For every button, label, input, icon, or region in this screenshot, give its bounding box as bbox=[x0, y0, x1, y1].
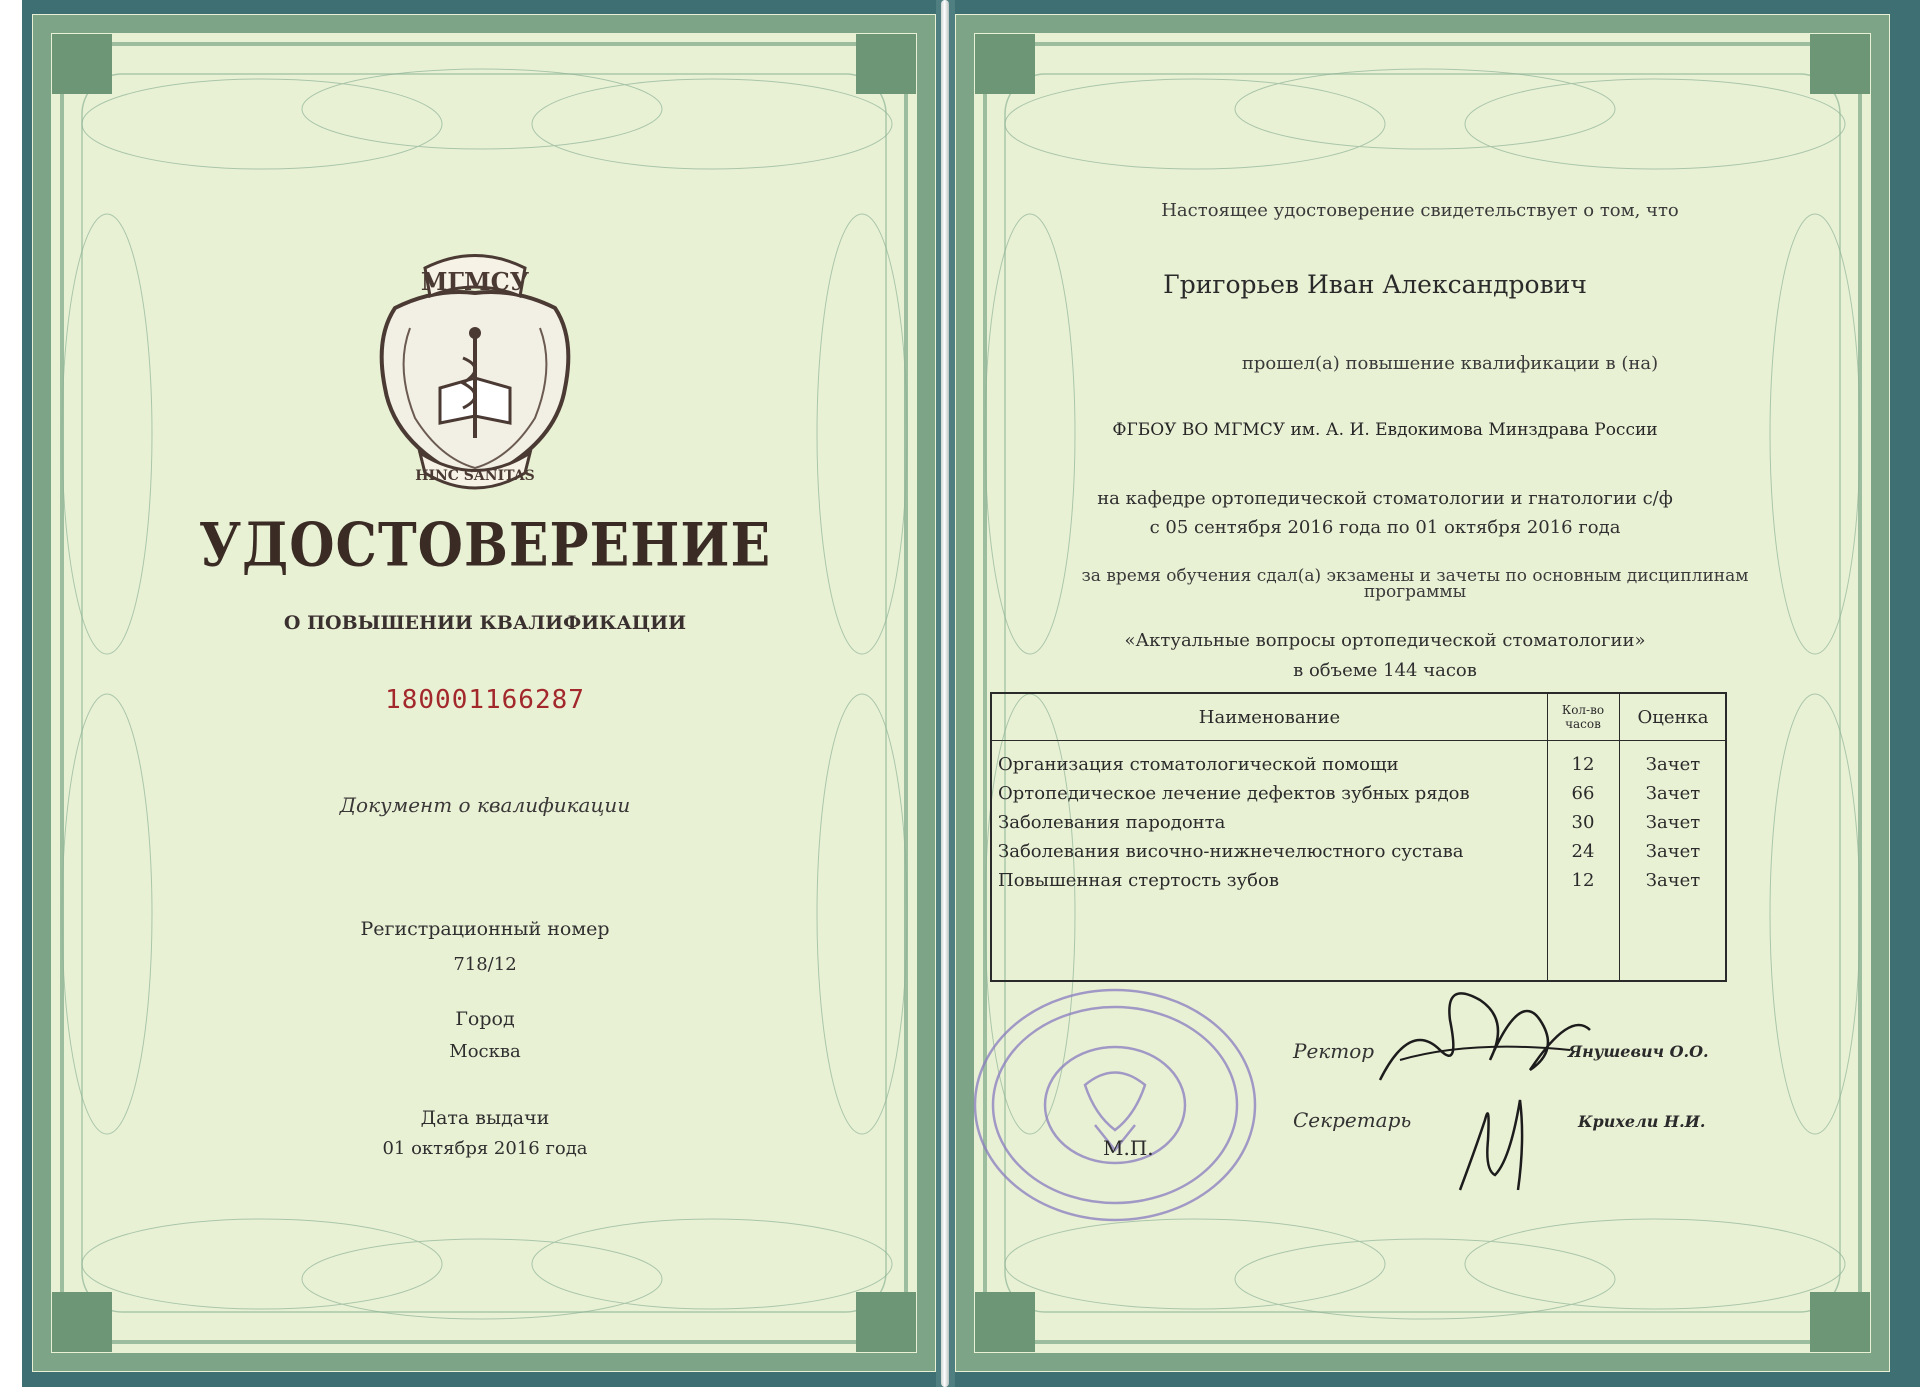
secretary-signature-icon bbox=[1440, 1080, 1560, 1200]
issue-date-label: Дата выдачи bbox=[420, 1107, 550, 1129]
table-header-hours bbox=[1547, 694, 1619, 740]
subject-name: Организация стоматологической помощи bbox=[998, 754, 1399, 775]
subject-hours: 12 bbox=[1571, 754, 1595, 775]
table-header-hours-line1: Кол-во bbox=[1561, 703, 1605, 717]
subject-hours: 24 bbox=[1571, 841, 1595, 862]
secretary-name: Крихели Н.И. bbox=[1578, 1112, 1706, 1131]
institution-name: ФГБОУ ВО МГМСУ им. А. И. Евдокимова Минздрава России bbox=[1112, 420, 1658, 440]
secretary-label: Секретарь bbox=[1293, 1108, 1412, 1132]
subject-grade: Зачет bbox=[1645, 812, 1701, 833]
table-header-hours-line2: часов bbox=[1565, 717, 1601, 731]
city-label: Город bbox=[455, 1008, 515, 1030]
table-row bbox=[992, 870, 1725, 899]
subject-grade: Зачет bbox=[1645, 870, 1701, 891]
table-row bbox=[992, 783, 1725, 812]
serial-number: 180001166287 bbox=[385, 685, 585, 715]
exams-line-1: за время обучения сдал(а) экзамены и зачеты по основным дисциплинам bbox=[1081, 566, 1749, 586]
table-row bbox=[992, 812, 1725, 841]
subject-hours: 12 bbox=[1571, 870, 1595, 891]
rector-label: Ректор bbox=[1293, 1039, 1375, 1063]
subject-hours: 66 bbox=[1571, 783, 1595, 804]
official-stamp-icon bbox=[965, 980, 1265, 1230]
table-row bbox=[992, 754, 1725, 783]
table-row bbox=[992, 841, 1725, 870]
registration-label: Регистрационный номер bbox=[360, 918, 610, 940]
university-emblem-icon bbox=[355, 248, 595, 498]
document-type: Документ о квалификации bbox=[339, 793, 631, 817]
subject-name: Заболевания пародонта bbox=[998, 812, 1226, 833]
subject-name: Повышенная стертость зубов bbox=[998, 870, 1279, 891]
city-value: Москва bbox=[449, 1041, 521, 1062]
subject-hours: 30 bbox=[1571, 812, 1595, 833]
grades-table bbox=[990, 692, 1727, 982]
study-period: с 05 сентября 2016 года по 01 октября 2016 года bbox=[1149, 517, 1621, 538]
completed-text: прошел(а) повышение квалификации в (на) bbox=[1241, 353, 1659, 374]
table-header-name: Наименование bbox=[1198, 706, 1341, 728]
registration-value: 718/12 bbox=[453, 954, 517, 975]
emblem-motto: HINC SANITAS bbox=[415, 468, 535, 484]
rector-name: Янушевич О.О. bbox=[1568, 1042, 1709, 1061]
seal-mark: М.П. bbox=[1103, 1136, 1154, 1160]
person-name: Григорьев Иван Александрович bbox=[1163, 270, 1587, 299]
document-subtitle: О ПОВЫШЕНИИ КВАЛИФИКАЦИИ bbox=[283, 612, 687, 634]
subject-name: Ортопедическое лечение дефектов зубных рядов bbox=[998, 783, 1470, 804]
subject-grade: Зачет bbox=[1645, 841, 1701, 862]
document-title: УДОСТОВЕРЕНИЕ bbox=[198, 510, 772, 581]
certifies-text: Настоящее удостоверение свидетельствует о том, что bbox=[1161, 200, 1679, 221]
exams-line-2: программы bbox=[1363, 582, 1467, 602]
program-volume: в объеме 144 часов bbox=[1293, 660, 1477, 681]
subject-grade: Зачет bbox=[1645, 783, 1701, 804]
exams-text bbox=[1010, 568, 1820, 600]
emblem-top-text: МГМСУ bbox=[420, 267, 530, 296]
department-text: на кафедре ортопедической стоматологии и гнатологии с/ф bbox=[1097, 488, 1673, 509]
issue-date-value: 01 октября 2016 года bbox=[382, 1138, 588, 1159]
program-name: «Актуальные вопросы ортопедической стоматологии» bbox=[1124, 630, 1646, 651]
subject-grade: Зачет bbox=[1645, 754, 1701, 775]
table-header-grade: Оценка bbox=[1637, 706, 1709, 728]
subject-name: Заболевания височно-нижнечелюстного сустава bbox=[998, 841, 1464, 862]
